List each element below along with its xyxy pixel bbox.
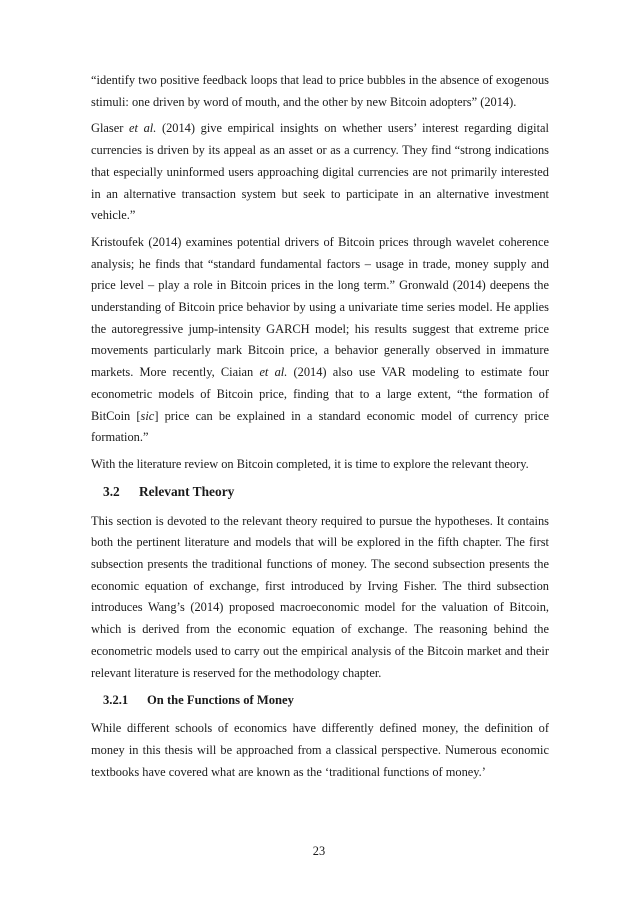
text-run: Glaser [91,121,129,136]
paragraph-functions-of-money: While different schools of economics have differently defined money, the definition of money in this thesis will be approached from a classical perspective. Numerous economic textbooks have covered what are known as the ‘traditional functions of money.’ [91,721,549,779]
text-run: (2014) give empirical insights on whether users’ interest regarding digital currencies is driven by its appeal as an asset or as a currency. They find “strong indications that especially uninformed users approaching digital currencies are not primarily interested in an alternative transaction system but seek to participate in an alternative investment vehicle.” [91,121,550,223]
paragraph-quote-feedback-loops: “identify two positive feedback loops that lead to price bubbles in the absence of exogenous stimuli: one driven by word of mouth, and the other by new Bitcoin adopters” (2014). [91,73,549,109]
italic-run: et al. [128,121,157,136]
paragraph-section-intro: This section is devoted to the relevant theory required to pursue the hypotheses. It contains both the pertinent literature and models that will be explored in the fifth chapter. The first subsection presents the traditional functions of money. The second subsection presents the economic equation of exchange, first introduced by Irving Fisher. The third subsection introduces Wang’s (2014) proposed macroeconomic model for the valuation of Bitcoin, which is derived from the economic equation of exchange. The reasoning behind the econometric models used to carry out the empirical analysis of the Bitcoin market and their relevant literature is reserved for the methodology chapter. [91,513,549,680]
subsection-heading [103,689,549,711]
page-body [91,70,549,788]
text-run: ] price can be explained in a standard economic model of currency price formation.” [91,408,549,445]
paragraph-glaser [91,118,549,227]
page-number: 23 [312,844,326,858]
subsection-number: 3.2.1 [103,693,129,708]
italic-run: et al. [259,365,288,380]
text-run: (2014) also use VAR modeling to estimate four econometric models of Bitcoin price, finding that to a large extent, “the formation of BitCoin [ [91,365,550,423]
paragraph-transition: With the literature review on Bitcoin completed, it is time to explore the relevant theory. [91,456,529,471]
subsection-title: On the Functions of Money [147,693,294,708]
section-number: 3.2 [103,483,120,499]
italic-run: sic [140,408,155,423]
section-title: Relevant Theory [139,483,235,499]
paragraph-kristoufek [91,232,549,449]
text-run: Kristoufek (2014) examines potential drivers of Bitcoin prices through wavelet coherence analysis; he finds that “standard fundamental factors – usage in trade, money supply and price level – play a role in Bitcoin prices in the long term.” Gronwald (2014) deepens the understanding of Bitcoin price behavior by using a univariate time series model. He applies the autoregressive jump-intensity GARCH model; his results suggest that extreme price movements particularly mark Bitcoin price, a behavior generally observed in immature markets. More recently, Ciaian [91,234,549,380]
section-heading [103,481,549,503]
